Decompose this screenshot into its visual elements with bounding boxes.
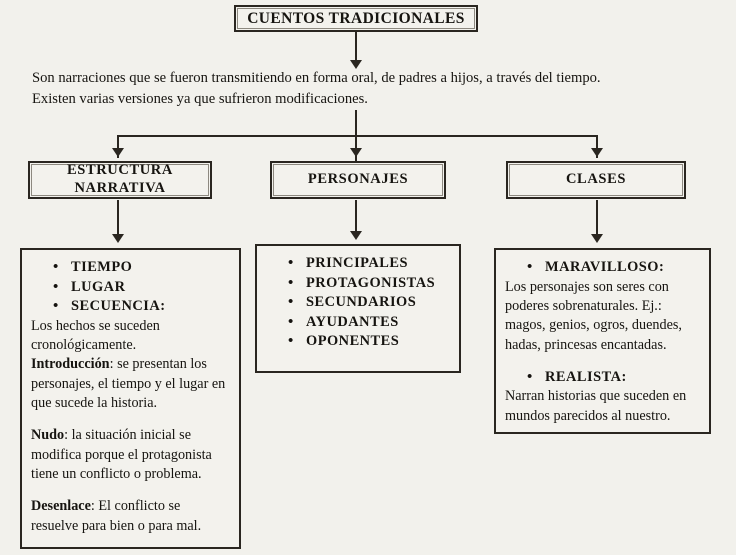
category-label-line-2: NARRATIVA (74, 180, 166, 196)
desenlace-paragraph (31, 497, 230, 536)
category-label-clases (566, 171, 626, 189)
intro-line-1: Son narraciones que se fueron transmitiendo en forma oral, de padres a hijos, a través del tiempo. (32, 70, 601, 86)
nudo-paragraph (31, 426, 230, 484)
personajes-bullet-list (266, 254, 450, 352)
category-label-line-1: PERSONAJES (307, 171, 409, 188)
connector-estructura-to-detail (117, 200, 119, 236)
intro-paragraph (32, 68, 722, 109)
clases-bullet-list-realista (505, 368, 700, 388)
category-label-personajes (308, 171, 408, 189)
connector-title-to-intro (355, 32, 357, 61)
nudo-text: : la situación inicial se modifica porque el protagonista tiene un conflicto o problema. (31, 427, 212, 482)
detail-box-personajes (255, 244, 461, 373)
category-box-personajes[interactable] (270, 161, 446, 199)
introduccion-paragraph (31, 355, 230, 413)
list-item: • SECUENCIA: (71, 297, 230, 317)
arrow-to-estructura (112, 148, 124, 157)
arrow-clases-to-detail (591, 234, 603, 243)
secuencia-description: Los hechos se suceden cronológicamente. (31, 317, 160, 354)
maravilloso-description: Los personajes son seres con poderes sobrenaturales. Ej.: magos, genios, ogros, duendes, hadas, princesas encantadas. (505, 278, 682, 353)
page-title: CUENTOS TRADICIONALES (247, 9, 465, 27)
introduccion-text: : se presentan los personajes, el tiempo y el lugar en que sucede la historia. (31, 356, 226, 411)
list-item: • LUGAR (71, 278, 230, 298)
category-box-clases[interactable] (506, 161, 686, 199)
category-label-line-1: CLASES (565, 171, 626, 188)
introduccion-label: Introducción (31, 356, 110, 373)
category-label-estructura-narrativa (67, 162, 173, 197)
desenlace-text: : El conflicto se resuelve para bien o para mal. (31, 498, 202, 534)
title-box (234, 5, 478, 32)
desenlace-label: Desenlace (31, 498, 91, 515)
detail-box-estructura-narrativa (20, 248, 241, 549)
detail-box-clases (494, 248, 711, 434)
list-item: • TIEMPO (71, 258, 230, 278)
list-item: • PRINCIPALES (306, 254, 450, 274)
list-item: • REALISTA: (545, 368, 700, 388)
list-item: • PROTAGONISTAS (306, 274, 450, 294)
connector-distribution-bar (117, 135, 598, 137)
connector-clases-to-detail (596, 200, 598, 236)
arrow-personajes-to-detail (350, 231, 362, 240)
realista-description: Narran historias que suceden en mundos parecidos al nuestro. (505, 388, 687, 424)
nudo-label: Nudo (31, 427, 65, 444)
arrow-to-clases (591, 148, 603, 157)
arrow-to-personajes (350, 148, 362, 157)
list-item: • SECUNDARIOS (306, 293, 450, 313)
intro-line-2: Existen varias versiones ya que sufrieron modificaciones. (32, 90, 368, 107)
clases-bullet-list-maravilloso (505, 258, 700, 278)
list-item: • MARAVILLOSO: (545, 258, 700, 278)
list-item: • AYUDANTES (306, 313, 450, 333)
category-box-estructura-narrativa[interactable] (28, 161, 212, 199)
list-item: • OPONENTES (306, 332, 450, 352)
arrow-estructura-to-detail (112, 234, 124, 243)
estructura-bullet-list (31, 258, 230, 317)
category-label-line-1: ESTRUCTURA (67, 162, 173, 179)
